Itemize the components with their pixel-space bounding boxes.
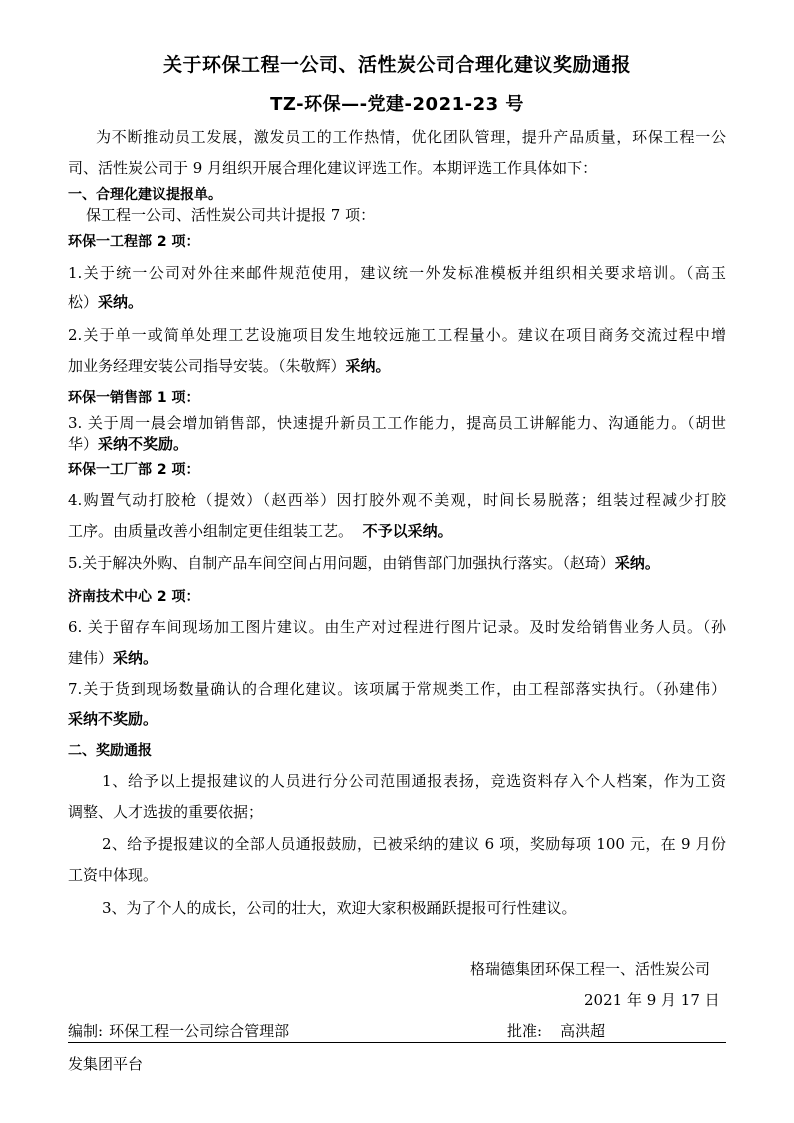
reward-2-line-2: 工资中体现。 bbox=[68, 866, 159, 884]
approver-name: 高洪超 bbox=[560, 1022, 606, 1040]
item-6-result: 采纳。 bbox=[113, 649, 159, 667]
item-1-result: 采纳。 bbox=[98, 293, 144, 311]
section-1-heading: 一、合理化建议提报单。 bbox=[68, 187, 222, 203]
reward-2-line-1: 2、给予提报建议的全部人员通报鼓励，已被采纳的建议 6 项，奖励每项 100 元，在 9 月份 bbox=[102, 835, 726, 853]
distribution: 发集团平台 bbox=[68, 1055, 144, 1073]
footer-approver bbox=[507, 1021, 605, 1041]
item-1-line-1: 1.关于统一公司对外往来邮件规范使用，建议统一外发标准模板并组织相关要求培训。（高玉 bbox=[68, 264, 726, 282]
signature-date: 2021 年 9 月 17 日 bbox=[584, 991, 720, 1009]
intro-line-2: 司、活性炭公司于 9 月组织开展合理化建议评选工作。本期评选工作具体如下： bbox=[68, 159, 598, 177]
item-3-result: 采纳不奖励。 bbox=[98, 435, 189, 453]
item-2-line-2: 加业务经理安装公司指导安装。（朱敬辉）采纳。 bbox=[68, 357, 391, 375]
document-title: 关于环保工程一公司、活性炭公司合理化建议奖励通报 bbox=[162, 54, 631, 76]
group-heading-factory: 环保一工厂部 2 项： bbox=[68, 462, 200, 478]
reward-3: 3、为了个人的成长，公司的壮大，欢迎大家积极踊跃提报可行性建议。 bbox=[102, 899, 577, 917]
editor-name: 环保工程一公司综合管理部 bbox=[109, 1022, 290, 1040]
item-2-line-1: 2.关于单一或简单处理工艺设施项目发生地较远施工工程量小。建议在项目商务交流过程中增 bbox=[68, 326, 726, 344]
item-1-line-2: 松）采纳。 bbox=[68, 293, 144, 311]
group-heading-engineering: 环保一工程部 2 项： bbox=[68, 234, 200, 250]
item-6-line-2: 建伟）采纳。 bbox=[68, 649, 159, 667]
item-7-line-1: 7.关于货到现场数量确认的合理化建议。该项属于常规类工作，由工程部落实执行。（孙建伟） bbox=[68, 680, 726, 698]
item-5-result: 采纳。 bbox=[614, 554, 660, 572]
item-4-line-1: 4.购置气动打胶枪（提效）（赵西举）因打胶外观不美观，时间长易脱落；组装过程减少打胶 bbox=[68, 491, 726, 509]
item-6-line-1: 6. 关于留存车间现场加工图片建议。由生产对过程进行图片记录。及时发给销售业务人员。（孙 bbox=[68, 618, 726, 636]
item-7-result: 采纳不奖励。 bbox=[68, 710, 159, 728]
footer-divider bbox=[68, 1042, 726, 1043]
item-5-line-1: 5.关于解决外购、自制产品车间空间占用问题，由销售部门加强执行落实。（赵琦）采纳。 bbox=[68, 554, 660, 572]
reward-1-line-2: 调整、人才选拔的重要依据； bbox=[68, 803, 264, 821]
item-4-line-2: 工序。由质量改善小组制定更佳组装工艺。 不予以采纳。 bbox=[68, 522, 453, 540]
intro-line-1: 为不断推动员工发展，激发员工的工作热情，优化团队管理，提升产品质量，环保工程一公 bbox=[96, 128, 726, 146]
editor-label: 编制: bbox=[68, 1022, 104, 1040]
document-number: TZ-环保—-党建-2021-23 号 bbox=[270, 94, 524, 115]
item-4-result: 不予以采纳。 bbox=[362, 522, 453, 540]
section-1-summary: 保工程一公司、活性炭公司共计提报 7 项： bbox=[86, 206, 376, 224]
item-3-line-1: 3. 关于周一晨会增加销售部，快速提升新员工工作能力，提高员工讲解能力、沟通能力。（胡世 bbox=[68, 414, 726, 432]
item-3-line-2: 华）采纳不奖励。 bbox=[68, 435, 189, 453]
approver-label: 批准: bbox=[507, 1022, 543, 1040]
reward-1-line-1: 1、给予以上提报建议的人员进行分公司范围通报表扬，竞选资料存入个人档案，作为工资 bbox=[102, 772, 726, 790]
footer-editor bbox=[68, 1021, 289, 1041]
signature-org: 格瑞德集团环保工程一、活性炭公司 bbox=[470, 960, 711, 978]
group-heading-tech-center: 济南技术中心 2 项： bbox=[68, 589, 200, 605]
item-2-result: 采纳。 bbox=[345, 357, 391, 375]
section-2-heading: 二、奖励通报 bbox=[68, 743, 152, 759]
group-heading-sales: 环保一销售部 1 项： bbox=[68, 390, 200, 406]
